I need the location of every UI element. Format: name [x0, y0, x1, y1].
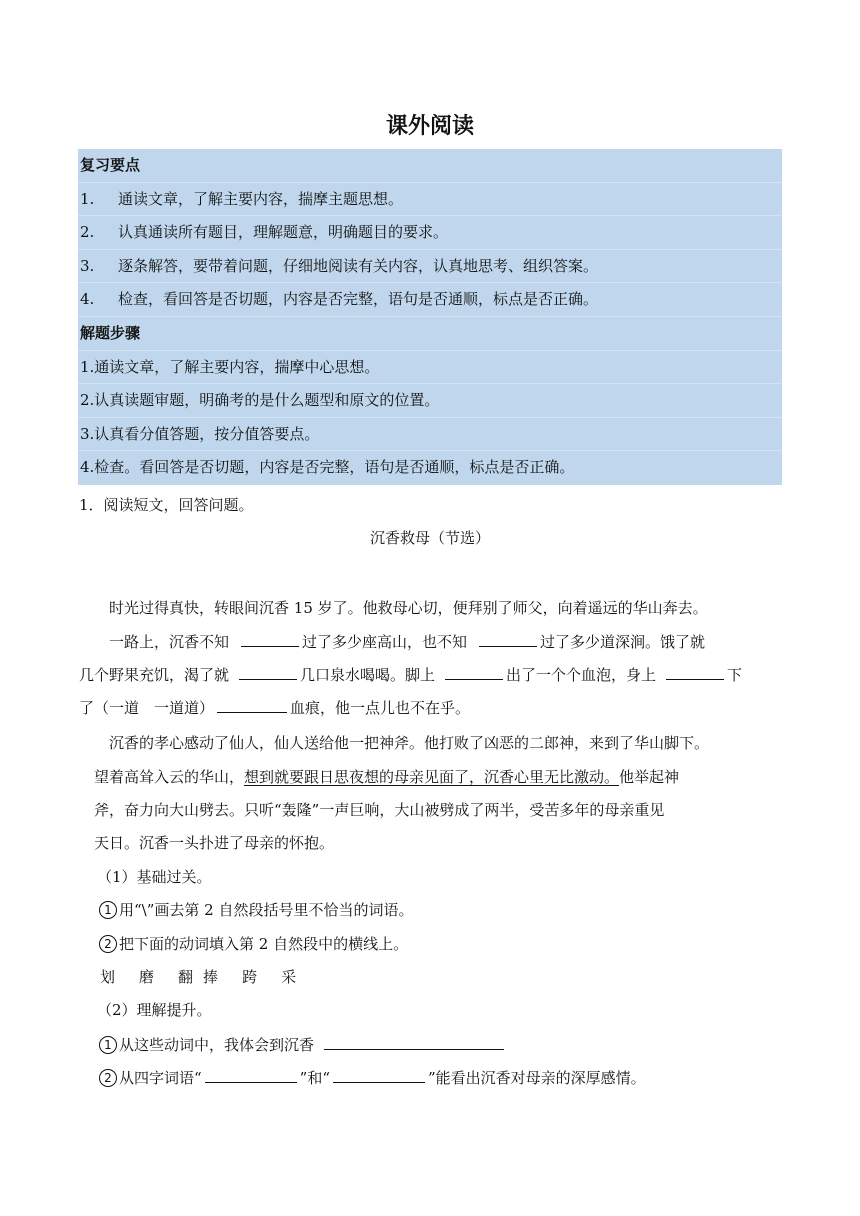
review-point — [78, 216, 782, 250]
passage-text: 过了多少道深涧。饿了就 — [540, 633, 706, 651]
point-number: 2. — [80, 223, 95, 242]
verb-word: 翻 — [178, 968, 194, 986]
task-4 — [99, 1066, 646, 1089]
answer-blank[interactable] — [333, 1066, 425, 1083]
passage-paragraph-3-line-1: 沉香的孝心感动了仙人，仙人送给他一把神斧。他打败了凶恶的二郎神，来到了华山脚下。 — [109, 734, 710, 752]
passage-text: 一路上，沉香不知 — [109, 633, 230, 651]
point-number: 1. — [80, 189, 95, 208]
task-text: 用“\”画去第 2 自然段括号里不恰当的词语。 — [119, 901, 414, 919]
task-text: 把下面的动词填入第 2 自然段中的横线上。 — [119, 935, 409, 953]
part-2-heading: （2）理解提升。 — [97, 1001, 212, 1019]
circled-number: 1 — [99, 1036, 117, 1054]
passage-paragraph-3-line-2 — [94, 766, 679, 788]
step-item: 3.认真看分值答题，按分值答要点。 — [78, 418, 782, 452]
answer-blank[interactable] — [324, 1033, 504, 1050]
passage-text: 出了一个个血泡，身上 — [506, 666, 657, 684]
point-number: 4. — [80, 290, 95, 309]
step-item: 1.通读文章，了解主要内容，揣摩中心思想。 — [78, 351, 782, 385]
verb-word: 采 — [281, 968, 297, 986]
passage-paragraph-2-line-3 — [79, 696, 470, 719]
circled-number: 2 — [99, 935, 117, 953]
verb-word: 捧 — [203, 968, 219, 986]
point-text: 检查，看回答是否切题，内容是否完整，语句是否通顺，标点是否正确。 — [118, 290, 599, 309]
steps-heading: 解题步骤 — [78, 317, 782, 351]
verb-word: 跨 — [242, 968, 258, 986]
question-intro: 1．阅读短文，回答问题。 — [79, 496, 254, 514]
task-text: 从这些动词中，我体会到沉香 — [119, 1036, 315, 1054]
part-1-heading: （1）基础过关。 — [97, 868, 212, 886]
verb-word: 划 — [100, 968, 116, 986]
passage-text: 望着高耸入云的华山， — [94, 768, 245, 786]
step-item: 2.认真读题审题，明确考的是什么题型和原文的位置。 — [78, 384, 782, 418]
verb-word: 磨 — [139, 968, 155, 986]
point-number: 3. — [80, 256, 95, 275]
passage-text: 下 — [727, 666, 743, 684]
passage-paragraph-1: 时光过得真快，转眼间沉香 15 岁了。他救母心切，便拜别了师父，向着遥远的华山奔去。 — [109, 599, 708, 617]
passage-text: 过了多少座高山，也不知 — [302, 633, 468, 651]
task-2 — [99, 933, 408, 955]
passage-text: 了（一道 一道道） — [79, 699, 215, 717]
passage-paragraph-3-line-3: 斧，奋力向大山劈去。只听“轰隆”一声巨响，大山被劈成了两半，受苦多年的母亲重见 — [94, 801, 665, 819]
review-point — [78, 183, 782, 217]
passage-text: 几口泉水喝喝。脚上 — [300, 666, 436, 684]
point-text: 逐条解答，要带着问题，仔细地阅读有关内容，认真地思考、组织答案。 — [118, 256, 599, 275]
answer-blank[interactable] — [666, 663, 724, 680]
review-heading: 复习要点 — [78, 149, 782, 183]
task-text: ”能看出沉香对母亲的深厚感情。 — [428, 1069, 646, 1087]
passage-paragraph-2-line-2 — [79, 663, 742, 686]
circled-number: 2 — [99, 1069, 117, 1087]
passage-title: 沉香救母（节选） — [369, 529, 490, 547]
answer-blank[interactable] — [205, 1066, 297, 1083]
point-text: 通读文章，了解主要内容，揣摩主题思想。 — [118, 189, 404, 208]
passage-paragraph-2-line-1 — [109, 630, 705, 653]
review-box — [78, 149, 782, 485]
answer-blank[interactable] — [479, 630, 537, 647]
passage-text: 几个野果充饥，渴了就 — [79, 666, 230, 684]
task-text: ”和“ — [299, 1069, 331, 1087]
passage-text: 他举起神 — [619, 768, 680, 786]
answer-blank[interactable] — [217, 696, 287, 713]
task-1 — [99, 899, 413, 921]
task-text: 从四字词语“ — [119, 1069, 202, 1087]
task-3 — [99, 1033, 507, 1056]
step-item: 4.检查。看回答是否切题，内容是否完整，语句是否通顺，标点是否正确。 — [80, 458, 575, 477]
answer-blank[interactable] — [239, 663, 297, 680]
underlined-sentence: 想到就要跟日思夜想的母亲见面了，沉香心里无比激动。 — [244, 768, 620, 786]
answer-blank[interactable] — [445, 663, 503, 680]
review-point — [78, 250, 782, 284]
point-text: 认真通读所有题目，理解题意，明确题目的要求。 — [118, 223, 449, 242]
passage-paragraph-3-line-4: 天日。沉香一头扑进了母亲的怀抱。 — [94, 834, 335, 852]
answer-blank[interactable] — [241, 630, 299, 647]
review-point — [78, 283, 782, 317]
circled-number: 1 — [99, 901, 117, 919]
passage-text: 血痕，他一点儿也不在乎。 — [290, 699, 471, 717]
verb-list — [100, 966, 320, 988]
page-title: 课外阅读 — [385, 114, 474, 139]
